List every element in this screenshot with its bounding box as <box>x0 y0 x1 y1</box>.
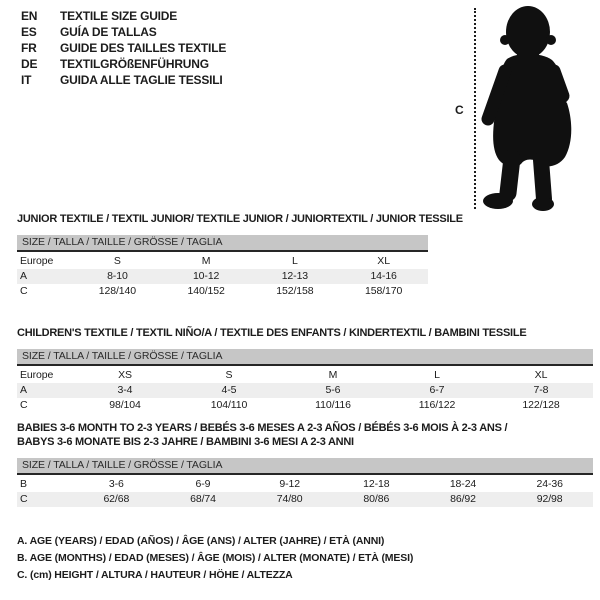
language-row-es <box>21 24 226 40</box>
table-row <box>17 383 593 398</box>
babies-textile-table <box>17 421 593 507</box>
age-cell: 4-5 <box>221 384 237 396</box>
height-cell: 140/152 <box>187 285 225 297</box>
height-cell: 116/122 <box>418 399 456 411</box>
age-cell: 10-12 <box>192 270 220 282</box>
row-label: A <box>20 384 27 396</box>
language-code: FR <box>21 41 37 55</box>
age-cell: 9-12 <box>279 478 300 490</box>
height-cell: 122/128 <box>522 399 560 411</box>
baby-silhouette-icon <box>481 3 599 213</box>
height-cell: 68/74 <box>190 493 216 505</box>
table-title-line2: BABYS 3-6 MONATE BIS 2-3 JAHRE / BAMBINI 3-6 MESI A 2-3 ANNI <box>17 436 354 448</box>
height-dotted-line <box>474 8 476 209</box>
language-title: GUIDA ALLE TAGLIE TESSILI <box>60 73 223 87</box>
language-code: DE <box>21 57 38 71</box>
height-cell: 152/158 <box>276 285 314 297</box>
size-cell: XL <box>534 369 548 381</box>
table-row <box>17 477 593 492</box>
height-cell: 110/116 <box>315 399 351 411</box>
language-title: TEXTILGRÖßENFÜHRUNG <box>60 57 209 71</box>
height-cell: 104/110 <box>210 399 248 411</box>
height-cell: 62/68 <box>103 493 130 505</box>
age-cell: 18-24 <box>449 478 477 490</box>
table-title: CHILDREN'S TEXTILE / TEXTIL NIÑO/A / TEXTILE DES ENFANTS / KINDERTEXTIL / BAMBINI TESSILE <box>17 327 527 339</box>
size-cell: M <box>201 255 211 267</box>
table-row <box>17 284 428 299</box>
height-cell: 128/140 <box>98 285 136 297</box>
language-code: IT <box>21 73 32 87</box>
row-label: C <box>20 285 28 297</box>
legend-note-a: A. AGE (YEARS) / EDAD (AÑOS) / ÂGE (ANS) / ALTER (JAHRE) / ETÀ (ANNI) <box>17 535 385 547</box>
junior-textile-table <box>17 212 463 299</box>
table-row <box>17 492 593 507</box>
row-label: C <box>20 399 28 411</box>
age-cell: 3-4 <box>117 384 133 396</box>
height-cell: 74/80 <box>276 493 303 505</box>
size-cell: M <box>328 369 338 381</box>
height-measure-label: C <box>455 103 464 117</box>
age-cell: 12-18 <box>363 478 390 490</box>
legend-note-c: C. (cm) HEIGHT / ALTURA / HAUTEUR / HÖHE / ALTEZZA <box>17 569 293 581</box>
age-cell: 12-13 <box>281 270 309 282</box>
table-title-line1: BABIES 3-6 MONTH TO 2-3 YEARS / BEBÉS 3-6 MESES A 2-3 AÑOS / BÉBÉS 3-6 MOIS À 2-3 ANS / <box>17 422 508 434</box>
height-cell: 158/170 <box>364 285 403 297</box>
legend-notes <box>17 533 413 584</box>
table-title: JUNIOR TEXTILE / TEXTIL JUNIOR/ TEXTILE JUNIOR / JUNIORTEXTIL / JUNIOR TESSILE <box>17 213 463 225</box>
size-header-bar: SIZE / TALLA / TAILLE / GRÖSSE / TAGLIA <box>17 235 428 252</box>
age-cell: 7-8 <box>533 384 549 396</box>
size-cell: XL <box>377 255 390 267</box>
table-row <box>17 398 593 413</box>
height-cell: 86/92 <box>450 493 476 505</box>
age-cell: 5-6 <box>325 384 341 396</box>
table-row <box>17 368 593 383</box>
language-row-de <box>21 56 226 72</box>
language-title: TEXTILE SIZE GUIDE <box>60 9 178 23</box>
size-cell: XS <box>118 369 132 381</box>
size-cell: S <box>113 255 121 267</box>
language-title: GUIDE DES TAILLES TEXTILE <box>60 41 227 55</box>
row-label: Europe <box>20 255 54 267</box>
legend-note-b: B. AGE (MONTHS) / EDAD (MESES) / ÂGE (MOIS) / ALTER (MONATE) / ETÀ (MESI) <box>17 552 414 564</box>
row-label: Europe <box>20 369 54 381</box>
table-row <box>17 269 428 284</box>
row-label: A <box>20 270 27 282</box>
language-row-en <box>21 8 226 24</box>
size-cell: L <box>292 255 298 267</box>
language-title: GUÍA DE TALLAS <box>60 25 157 39</box>
size-cell: S <box>225 369 233 381</box>
language-code: ES <box>21 25 37 39</box>
language-code: EN <box>21 9 38 23</box>
language-list <box>21 8 226 88</box>
table-row <box>17 254 428 269</box>
size-cell: L <box>434 369 440 381</box>
age-cell: 8-10 <box>107 270 128 282</box>
age-cell: 6-9 <box>195 478 211 490</box>
height-cell: 98/104 <box>109 399 141 411</box>
language-row-fr <box>21 40 226 56</box>
size-header-bar: SIZE / TALLA / TAILLE / GRÖSSE / TAGLIA <box>17 349 593 366</box>
age-cell: 6-7 <box>429 384 445 396</box>
row-label: C <box>20 493 28 505</box>
age-cell: 24-36 <box>536 478 563 490</box>
height-cell: 80/86 <box>363 493 390 505</box>
age-cell: 14-16 <box>370 270 397 282</box>
language-row-it <box>21 72 226 88</box>
row-label: B <box>20 478 27 490</box>
size-header-bar: SIZE / TALLA / TAILLE / GRÖSSE / TAGLIA <box>17 458 593 475</box>
childrens-textile-table <box>17 326 593 413</box>
height-cell: 92/98 <box>536 493 563 505</box>
age-cell: 3-6 <box>108 478 124 490</box>
